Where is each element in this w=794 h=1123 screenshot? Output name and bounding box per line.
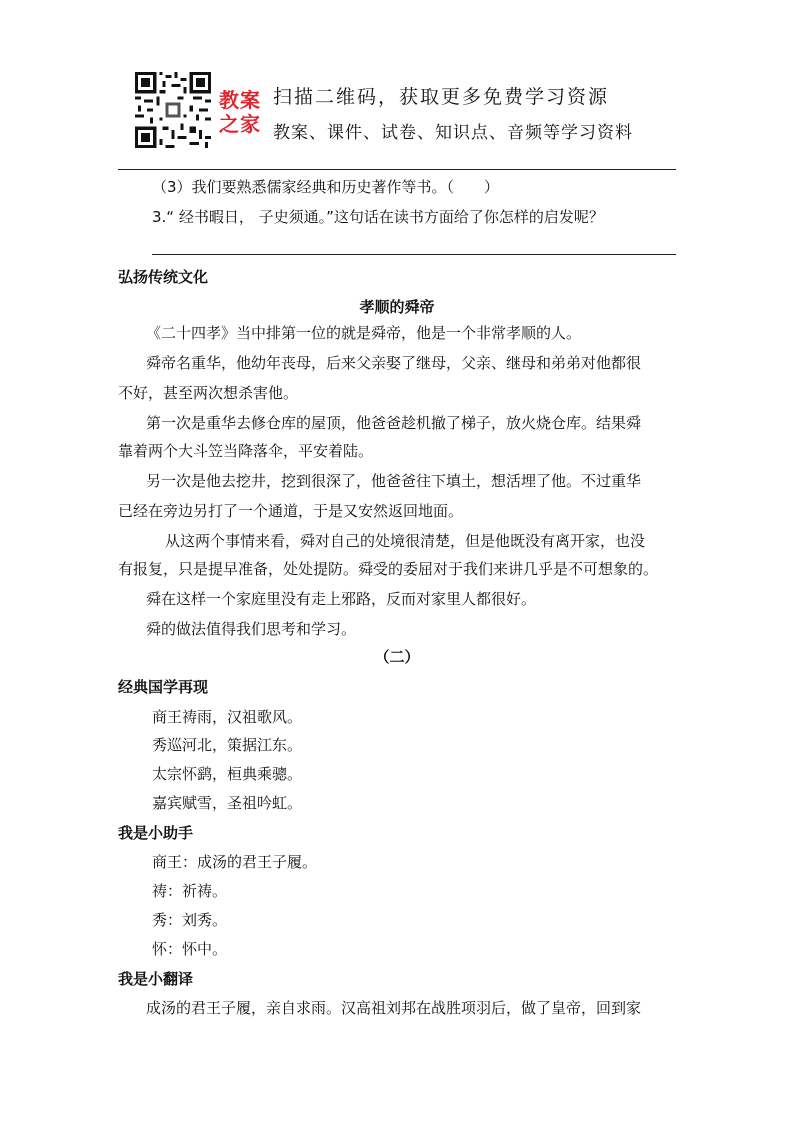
story-paragraph-line: 第一次是重华去修仓库的屋顶，他爸爸趁机撤了梯子，放火烧仓库。结果舜 bbox=[146, 414, 642, 432]
page-header bbox=[135, 72, 675, 152]
answer-line bbox=[152, 254, 676, 255]
story-paragraph-line: 不好，甚至两次想杀害他。 bbox=[118, 384, 299, 402]
exercise-item-3: （3）我们要熟悉儒家经典和历史著作等书。（ ） bbox=[152, 178, 500, 196]
story-paragraph-line: 另一次是他去挖井，挖到很深了，他爸爸往下填土，想活埋了他。不过重华 bbox=[146, 472, 642, 490]
story-paragraph-line: 舜的做法值得我们思考和学习。 bbox=[146, 620, 357, 638]
classics-line: 太宗怀鹞，桓典乘骢。 bbox=[152, 765, 303, 783]
helper-line: 祷：祈祷。 bbox=[152, 882, 228, 900]
part-heading: （二） bbox=[374, 648, 420, 666]
story-paragraph-line: 靠着两个大斗笠当降落伞，平安着陆。 bbox=[118, 442, 374, 460]
story-paragraph-line: 已经在旁边另打了一个通道，于是又安然返回地面。 bbox=[118, 502, 464, 520]
helper-line: 商王：成汤的君王子履。 bbox=[152, 853, 318, 871]
header-slogan-secondary: 教案、课件、试卷、知识点、音频等学习资料 bbox=[273, 123, 633, 143]
logo bbox=[219, 88, 267, 136]
section-title-helper: 我是小助手 bbox=[118, 824, 194, 842]
header-divider bbox=[118, 169, 676, 170]
header-slogan-primary: 扫描二维码，获取更多免费学习资源 bbox=[273, 86, 610, 108]
section-title-classics: 经典国学再现 bbox=[118, 678, 209, 696]
translate-line: 成汤的君王子履，亲自求雨。汉高祖刘邦在战胜项羽后，做了皇帝，回到家 bbox=[146, 999, 642, 1017]
story-title: 孝顺的舜帝 bbox=[359, 298, 435, 316]
story-paragraph-line: 有报复，只是提早准备，处处提防。舜受的委屈对于我们来讲几乎是不可想象的。 bbox=[118, 560, 659, 578]
logo-text-line-1: 教案 bbox=[219, 88, 261, 112]
section-title-culture: 弘扬传统文化 bbox=[118, 268, 209, 286]
story-paragraph-line: 舜在这样一个家庭里没有走上邪路，反而对家里人都很好。 bbox=[146, 590, 537, 608]
qr-code-icon bbox=[135, 72, 211, 148]
logo-text bbox=[219, 88, 261, 136]
helper-line: 怀：怀中。 bbox=[152, 940, 228, 958]
classics-line: 嘉宾赋雪，圣祖吟虹。 bbox=[152, 794, 303, 812]
helper-line: 秀：刘秀。 bbox=[152, 911, 228, 929]
classics-line: 商王祷雨，汉祖歌风。 bbox=[152, 708, 303, 726]
story-paragraph-line: 《二十四孝》当中排第一位的就是舜帝，他是一个非常孝顺的人。 bbox=[146, 324, 582, 342]
section-title-translate: 我是小翻译 bbox=[118, 970, 194, 988]
classics-line: 秀巡河北，策据江东。 bbox=[152, 736, 303, 754]
story-paragraph-line: 舜帝名重华，他幼年丧母，后来父亲娶了继母，父亲、继母和弟弟对他都很 bbox=[146, 354, 642, 372]
question-3: 3.“ 经书暇日， 子史须通。”这句话在读书方面给了你怎样的启发呢？ bbox=[152, 208, 604, 226]
logo-text-line-2: 之家 bbox=[219, 112, 261, 136]
story-paragraph-line: 从这两个事情来看，舜对自己的处境很清楚，但是他既没有离开家，也没 bbox=[165, 532, 646, 550]
